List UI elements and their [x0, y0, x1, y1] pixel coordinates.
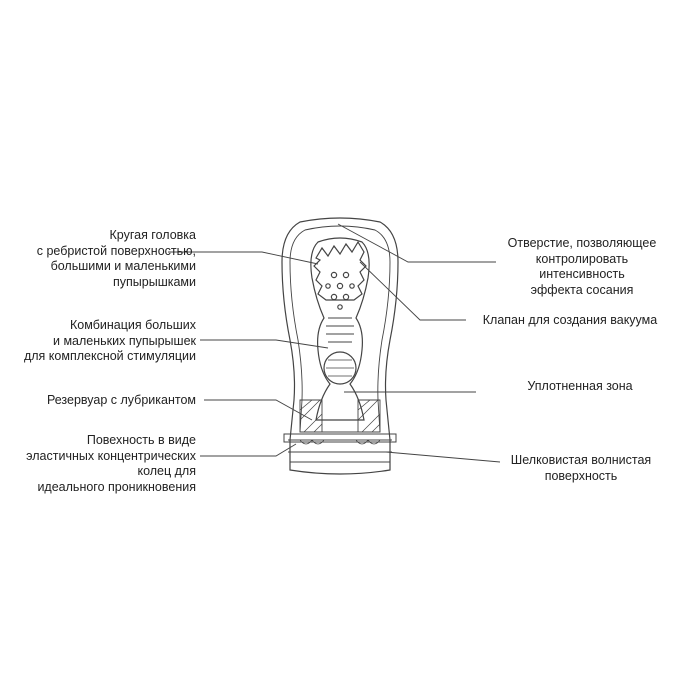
callout-line-silky — [386, 452, 500, 462]
inner-sleeve — [311, 238, 369, 420]
label-lubricant-reservoir: Резервуар с лубрикантом — [46, 393, 196, 407]
label-vacuum-valve: Клапан для создания вакуума — [482, 313, 658, 327]
callout-line-rings — [200, 444, 296, 456]
label-ribbed-head: Кругая головка с ребристой поверхностью, большими и маленькими пупырышками — [36, 228, 196, 289]
label-intensity-hole: Отверстие, позволяющее контролировать интенсивность эффекта сосания — [507, 236, 657, 297]
callout-line-reservoir — [204, 400, 312, 420]
cup-outline — [282, 218, 398, 474]
callout-line-valve — [360, 262, 466, 320]
label-sealed-zone: Уплотненная зона — [527, 379, 633, 393]
label-bump-combination: Комбинация больших и маленьких пупырышек для комплексной стимуляции — [23, 318, 196, 363]
ribbed-head — [314, 242, 366, 300]
label-concentric-rings: Повехность в виде эластичных концентрических колец для идеального проникновения — [26, 433, 196, 494]
cup-inner-outline — [290, 226, 390, 432]
callout-line-bumps — [200, 340, 328, 348]
label-silky-surface: Шелковистая волнистая поверхность — [510, 453, 652, 483]
